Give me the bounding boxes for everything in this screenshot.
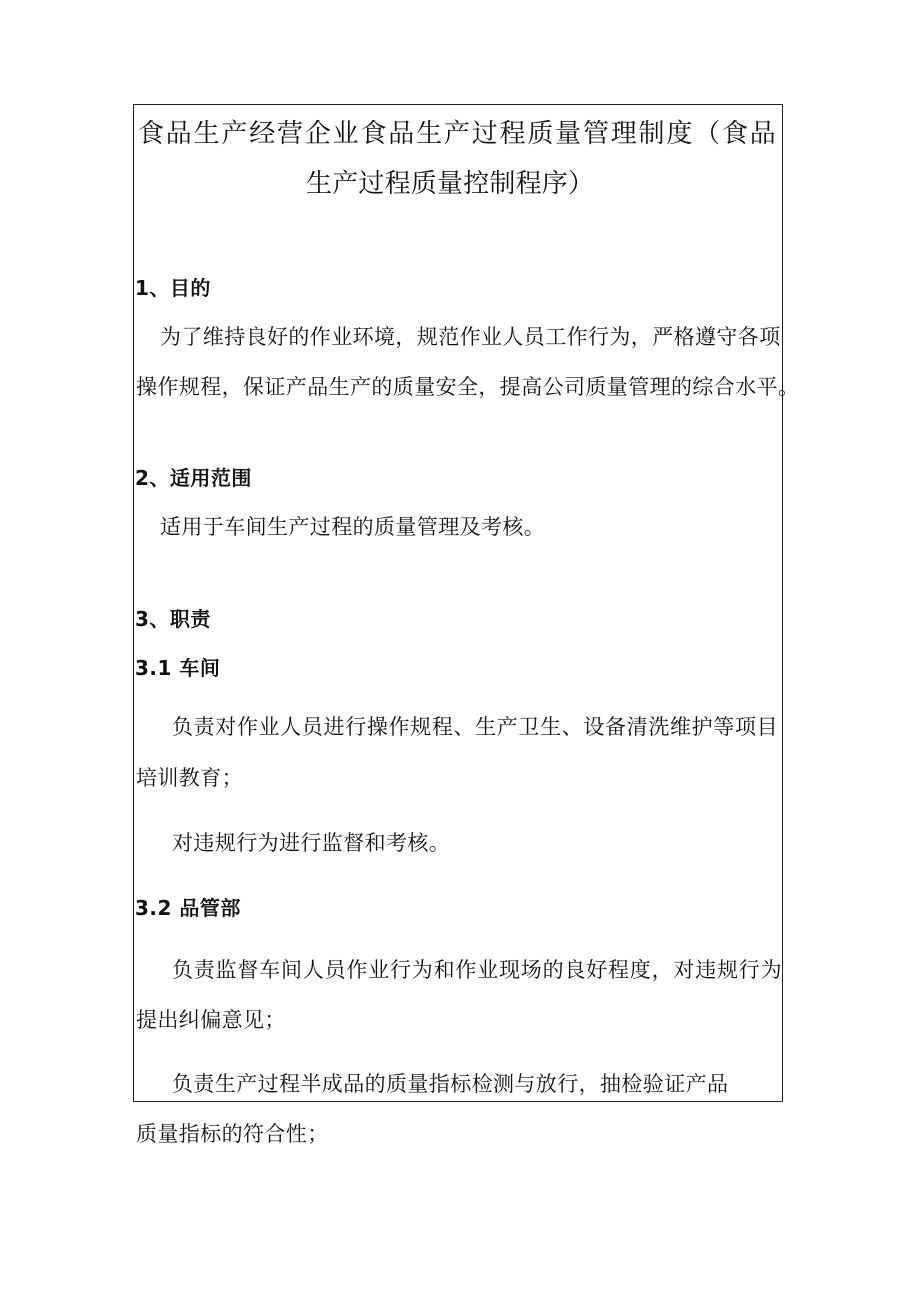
- qa-duty-2-line-1: 负责生产过程半成品的质量指标检测与放行，抽检验证产品: [172, 1072, 729, 1096]
- purpose-paragraph-line-1: 为了维持良好的作业环境，规范作业人员工作行为，严格遵守各项: [160, 325, 781, 349]
- document-title-line-2: 生产过程质量控制程序）: [306, 169, 595, 199]
- section-heading-purpose: 1、目的: [135, 276, 211, 300]
- scope-paragraph: 适用于车间生产过程的质量管理及考核。: [160, 515, 546, 539]
- workshop-duty-1-line-2: 培训教育；: [136, 766, 243, 790]
- workshop-duty-1-line-1: 负责对作业人员进行操作规程、生产卫生、设备清洗维护等项目: [172, 715, 778, 739]
- document-title-line-1: 食品生产经营企业食品生产过程质量管理制度（食品: [138, 119, 776, 149]
- subsection-heading-qa: 3.2 品管部: [135, 896, 241, 920]
- qa-duty-1-line-2: 提出纠偏意见；: [136, 1008, 286, 1032]
- subsection-heading-workshop: 3.1 车间: [135, 656, 221, 680]
- section-heading-duties: 3、职责: [135, 607, 211, 631]
- purpose-paragraph-line-2: 操作规程，保证产品生产的质量安全，提高公司质量管理的综合水平。: [136, 375, 800, 399]
- qa-duty-1-line-1: 负责监督车间人员作业行为和作业现场的良好程度，对违规行为: [172, 958, 782, 982]
- qa-duty-2-line-2: 质量指标的符合性；: [136, 1122, 329, 1146]
- workshop-duty-2: 对违规行为进行监督和考核。: [172, 831, 451, 855]
- section-heading-scope: 2、适用范围: [135, 466, 252, 490]
